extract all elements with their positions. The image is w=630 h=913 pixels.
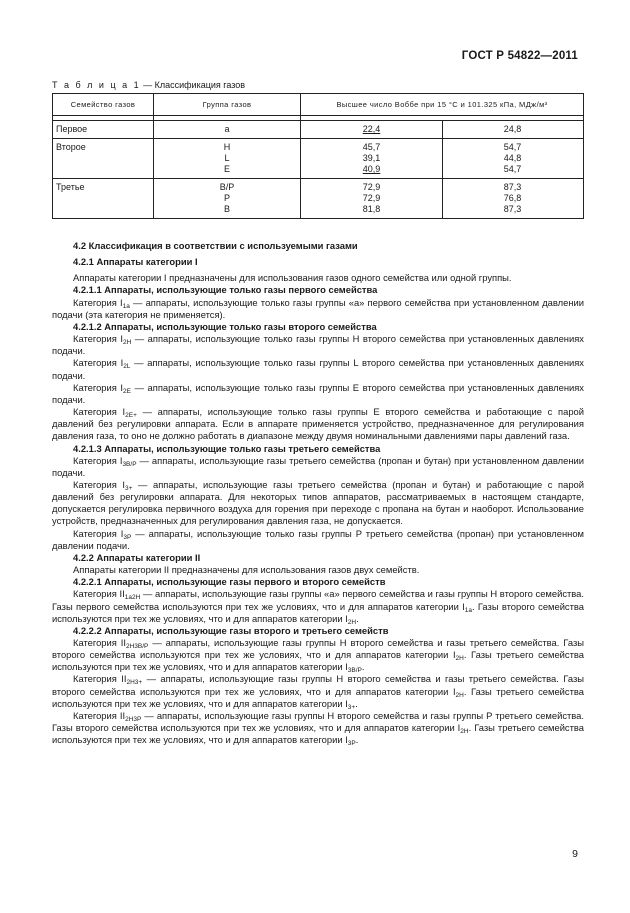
page-number: 9 (572, 848, 578, 860)
paragraph: Аппараты категории I предназначены для использования газов одного семейства или одной группы. (73, 272, 512, 284)
wobbe-min: 72,9 (362, 193, 381, 203)
paragraph-category: Категория $I_{3B/P}$ — аппараты, использующие газы третьего семейства (пропан и бутан) при установленном давлении подачи. (52, 454, 584, 478)
group-value: E (223, 164, 230, 174)
paragraph: Аппараты категории II предназначены для использования газов двух семейств. (73, 564, 420, 576)
section-heading-4-2-1-3: 4.2.1.3 Аппараты, использующие только газы третьего семейства (73, 442, 381, 454)
section-heading-4-2-1-1: 4.2.1.1 Аппараты, использующие только газы первого семейства (73, 284, 378, 296)
group-value: P (223, 193, 230, 203)
group-cell (154, 139, 301, 179)
document-body (52, 240, 584, 746)
group-value: B/P (219, 182, 235, 192)
document-header: ГОСТ Р 54822—2011 (461, 50, 578, 62)
family-cell: Третье (53, 179, 154, 219)
wobbe-max: 54,7 (503, 164, 522, 174)
wobbe-min: 81,8 (362, 204, 381, 214)
paragraph-category: Категория $I_{3+}$ — аппараты, использующие газы третьего семейства (пропан и бутан) и работающие с парой давлений без регулировки аппарата. Для некоторых типов аппаратов, рассматриваемых в настоящем стандарте, допускается регулировка первичного воздуха для горения при переходе с пропана на бутан и наоборот. Использование устройств, предназначенных для регулирования давления газа, не допускается. (52, 478, 584, 527)
family-cell: Первое (53, 121, 154, 139)
group-value: a (224, 124, 230, 134)
section-heading-4-2-1-2: 4.2.1.2 Аппараты, использующие только газы второго семейства (73, 320, 377, 332)
col-header-group: Группа газов (154, 94, 301, 116)
wobbe-cell (301, 139, 584, 179)
section-heading-4-2-2-2: 4.2.2.2 Аппараты, использующие газы второго и третьего семейств (73, 624, 389, 636)
section-heading-4-2-2: 4.2.2 Аппараты категории II (73, 551, 201, 563)
paragraph-category: Категория $I_{2H}$ — аппараты, использующие только газы группы H второго семейства при установленных давлениях подачи. (52, 333, 584, 357)
paragraph-category: Категория $I_{1a}$ — аппараты, использующие только газы группы «а» первого семейства при установленном давлении подачи (эта категория не применяется). (52, 296, 584, 320)
wobbe-max: 87,3 (503, 182, 522, 192)
wobbe-cell (301, 179, 584, 219)
section-heading-4-2-1: 4.2.1 Аппараты категории I (73, 256, 198, 268)
table-row (53, 139, 584, 179)
col-header-family: Семейство газов (53, 94, 154, 116)
wobbe-cell (301, 121, 584, 139)
group-value: B (223, 204, 230, 214)
wobbe-max: 24,8 (503, 124, 522, 134)
wobbe-min: 22,4 (362, 124, 381, 134)
paragraph-category: Категория $I_{2L}$ — аппараты, использующие только газы группы L второго семейства при установленных давлениях подачи. (52, 357, 584, 381)
paragraph-category: Категория $I_{2E}$ — аппараты, использующие только газы группы E второго семейства при установленных давлениях подачи. (52, 381, 584, 405)
wobbe-min: 39,1 (362, 153, 381, 163)
paragraph-category: Категория $II_{2H3B/P}$ — аппараты, использующие газы группы H второго семейства и газы третьего семейства. Газы второго семейства используются при тех же условиях, что и для аппаратов категории $I_{2H}$. Газы третьего семейства используются при тех же условиях, что и для аппаратов категории $I_{3B/P}$. (52, 637, 584, 675)
wobbe-min: 40,9 (362, 164, 381, 174)
group-value: H (223, 142, 231, 152)
wobbe-max: 44,8 (503, 153, 522, 163)
wobbe-max: 54,7 (503, 142, 522, 152)
wobbe-max: 76,8 (503, 193, 522, 203)
paragraph-category: Категория $II_{2H3+}$ — аппараты, использующие газы группы H второго семейства и газы третьего семейства. Газы второго семейства используются при тех же условиях, что и для аппаратов категории $I_{2H}$. Газы третьего семейства используются при тех же условиях, что и для аппаратов категории $I_{3+}$. (52, 673, 584, 711)
gas-classification-table (52, 93, 584, 219)
section-heading-4-2: 4.2 Классификация в соответствии с используемыми газами (73, 240, 358, 251)
col-header-wobbe: Высшее число Воббе при 15 °С и 101.325 кПа, МДж/м³ (301, 94, 584, 116)
group-cell (154, 121, 301, 139)
wobbe-min: 72,9 (362, 182, 381, 192)
table-caption-text: — Классификация газов (143, 80, 246, 90)
paragraph-category: Категория $II_{1a2H}$ — аппараты, использующие газы группы «а» первого семейства и газы группы H второго семейства. Газы первого семейства используются при тех же условиях, что и для аппаратов категории $I_{1a}$. Газы второго семейства используются при тех же условиях, что и для аппаратов категории $I_{2H}$. (52, 588, 584, 626)
paragraph-category: Категория $I_{2E+}$ — аппараты, использующие только газы группы E второго семейства и работающие с парой давлений без регулировки аппарата. Если в аппарате применяется устройство, предназначенное для регулирования давления газа, то оно не должно работать в диапазоне между двумя номинальными давлениями пары давлений газа. (52, 406, 584, 442)
group-cell (154, 179, 301, 219)
group-value: L (224, 153, 230, 163)
section-heading-4-2-2-1: 4.2.2.1 Аппараты, использующие газы первого и второго семейств (73, 576, 386, 588)
family-cell: Второе (53, 139, 154, 179)
table-caption-label: Т а б л и ц а 1 (52, 80, 141, 90)
paragraph-category: Категория $I_{3P}$ — аппараты, использующие только газы группы P третьего семейства (пропан) при установленном давлении подачи. (52, 527, 584, 551)
table-caption (52, 80, 245, 90)
wobbe-min: 45,7 (362, 142, 381, 152)
paragraph-category: Категория $II_{2H3P}$ — аппараты, использующие газы группы H второго семейства и газы группы P третьего семейства. Газы второго семейства используются при тех же условиях, что и для аппаратов категории $I_{2H}$. Газы третьего семейства используются при тех же условиях, что и для аппаратов категории $I_{3P}$. (52, 709, 584, 748)
wobbe-max: 87,3 (503, 204, 522, 214)
table-row (53, 179, 584, 219)
table-row (53, 121, 584, 139)
